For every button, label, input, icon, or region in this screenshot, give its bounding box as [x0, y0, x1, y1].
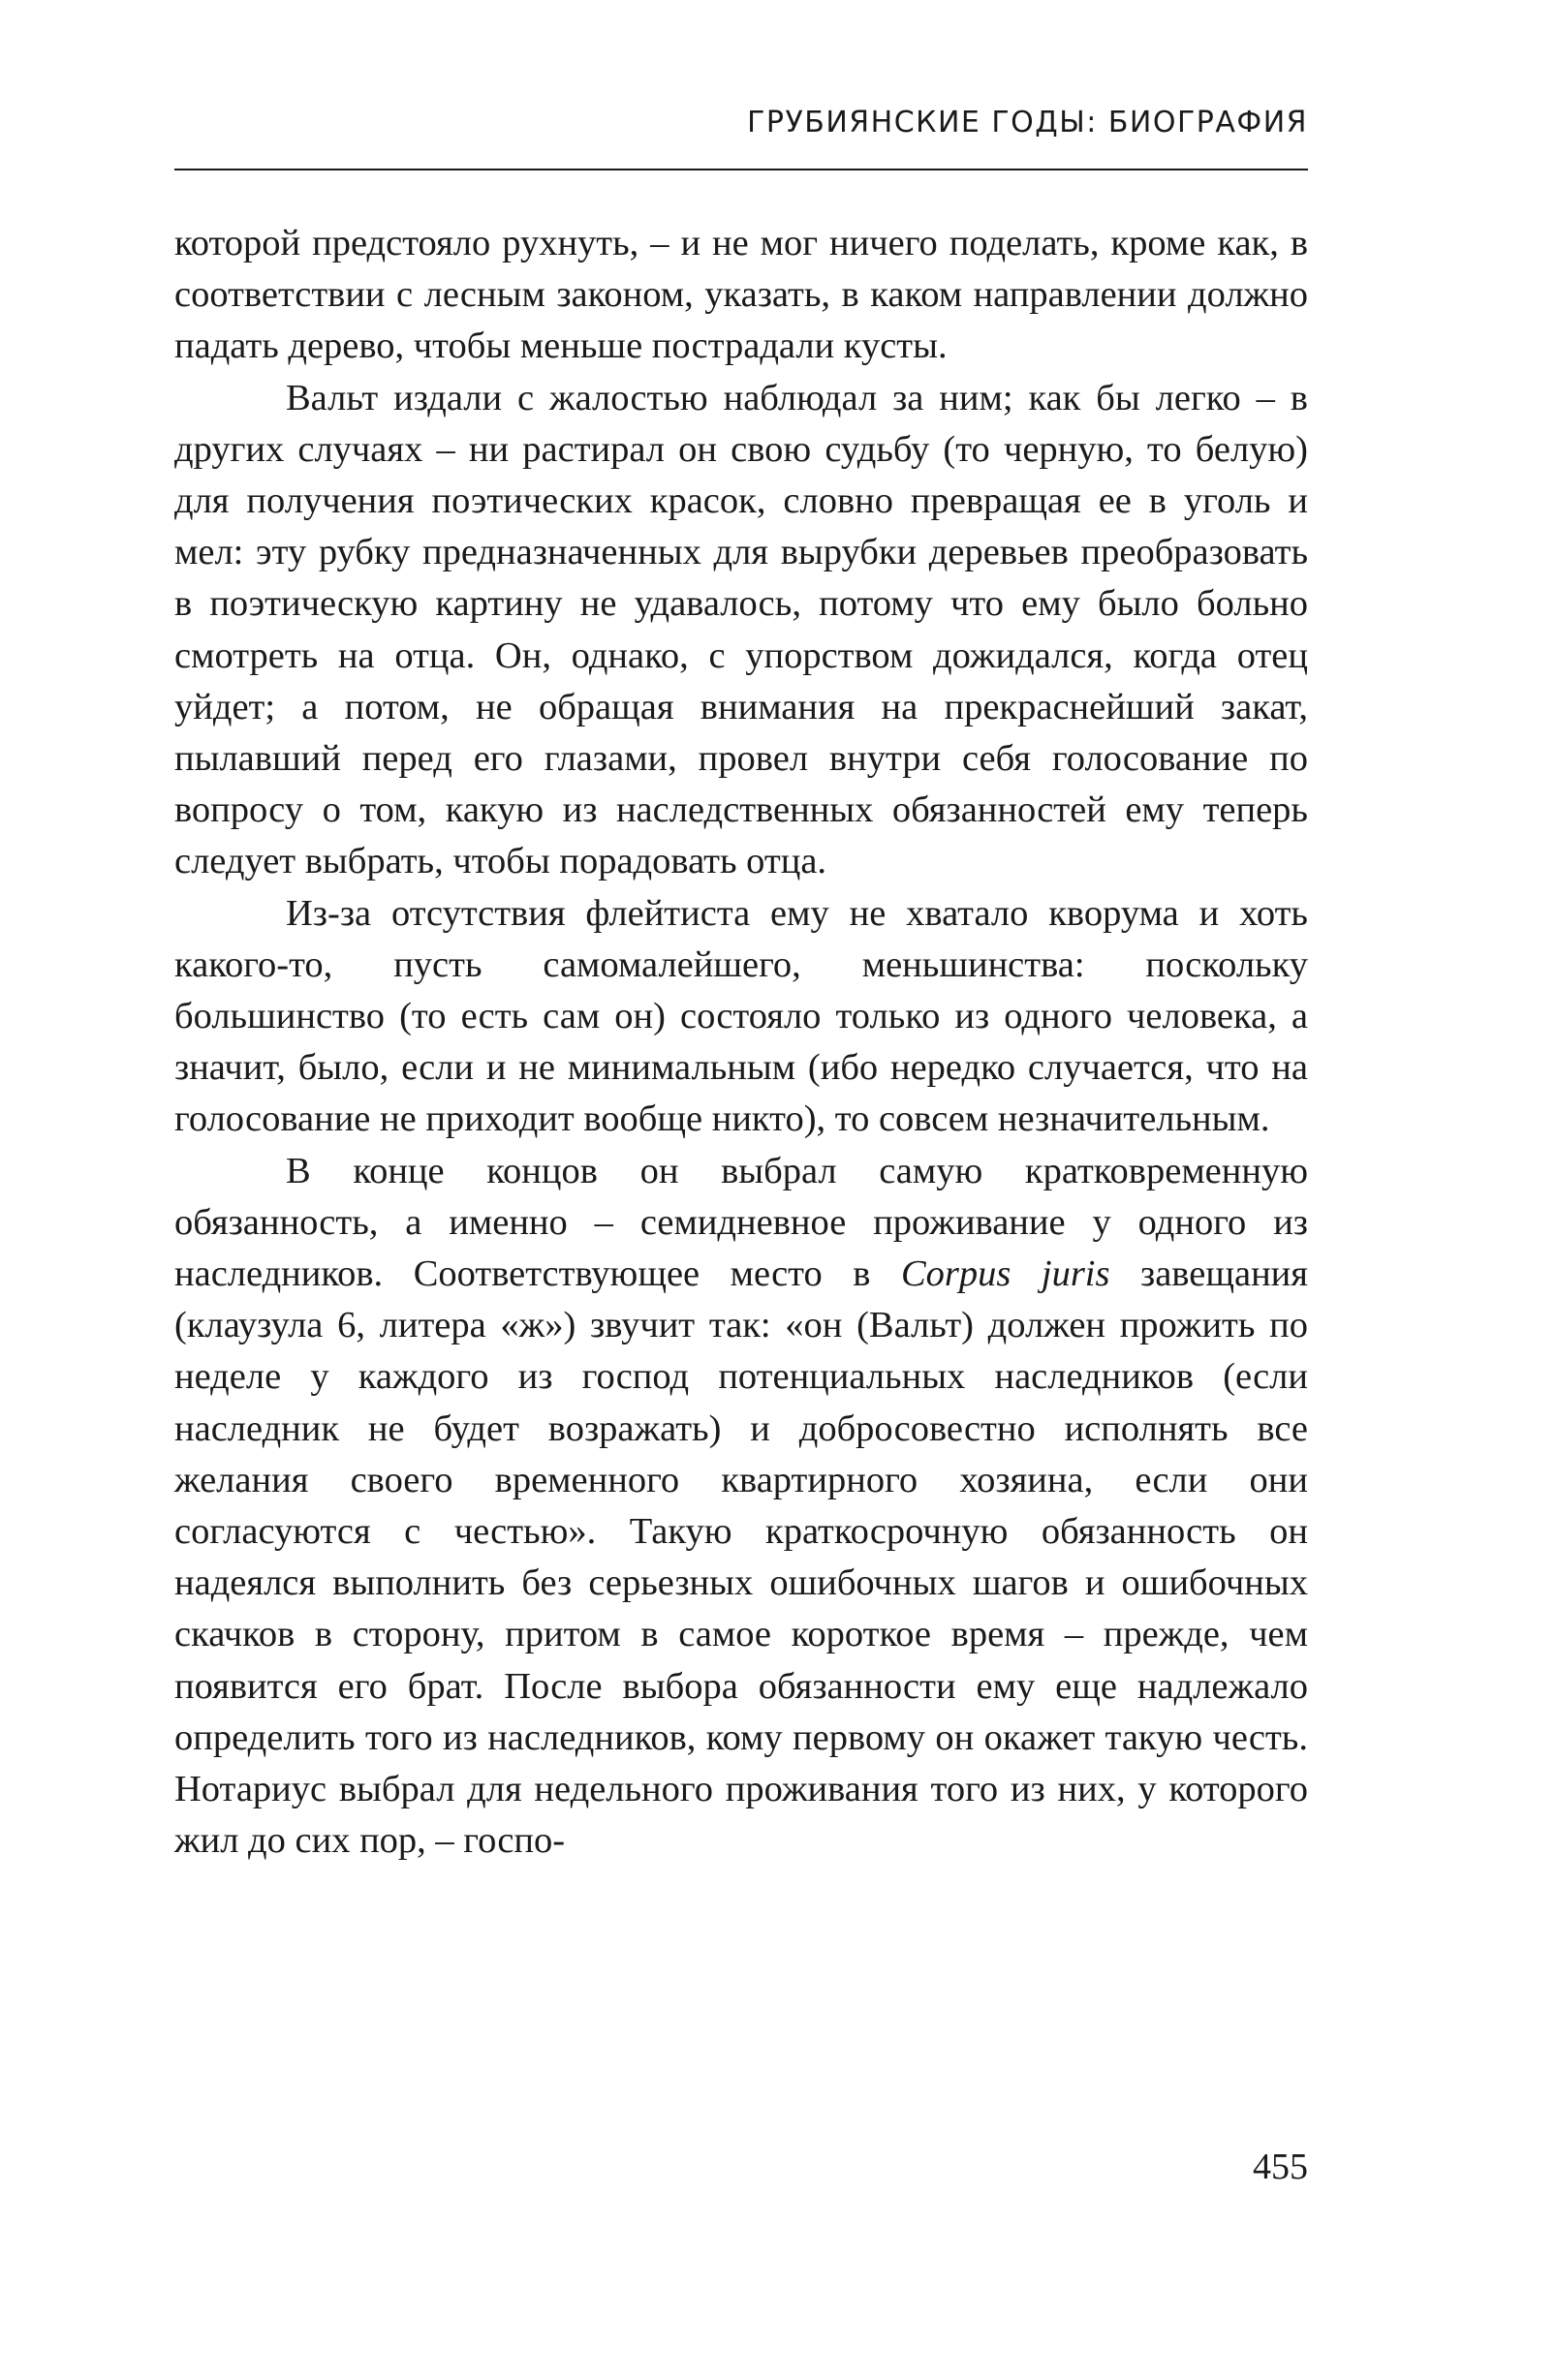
paragraph: [174, 1146, 1308, 1868]
paragraph-continued: которой предстояло рухнуть, – и не мог ничего поделать, кроме как, в соответствии с лесным законом, указать, в каком направлении должно падать дерево, чтобы меньше пострадали кусты.: [174, 223, 1308, 367]
paragraph-text: завещания (клаузула 6, литера «ж») звучит так: «он (Вальт) должен прожить по неделе у каждого из господ потенциальных наследников (если наследник не будет возражать) и добросовестно исполнять все желания своего временного квартирного хозяина, если они согласуются с честью». Такую краткосрочную обязанность он надеялся выполнить без серьезных ошибочных шагов и ошибочных скачков в сторону, притом в самое короткое время – прежде, чем появится его брат. После выбора обязанности ему еще надлежало определить того из наследников, кому первому он окажет такую честь. Нотариус выбрал для недельного проживания того из них, у которого жил до сих пор, – госпо-: [174, 1253, 1308, 1862]
header-rule: [174, 169, 1308, 170]
page-number: 455: [1253, 2147, 1308, 2187]
running-head: ГРУБИЯНСКИЕ ГОДЫ: БИОГРАФИЯ: [747, 106, 1308, 139]
paragraph: Из-за отсутствия флейтиста ему не хватало кворума и хоть какого-то, пусть самомалейшего, меньшинства: поскольку большинство (то есть сам он) состояло только из одного человека, а значит, было, если и не минимальным (ибо нередко случается, что на голосование не приходит вообще никто), то совсем незначительным.: [174, 892, 1308, 1140]
paragraph-text: В конце концов он выбрал самую кратковременную обязанность, а именно – семидневное проживание у одного из наследников. Соответствующее место в: [174, 1150, 1308, 1295]
paragraph: Вальт издали с жалостью наблюдал за ним; как бы легко – в других случаях – ни растирал он свою судьбу (то черную, то белую) для получения поэтических красок, словно превращая ее в уголь и мел: эту рубку предназначенных для вырубки деревьев преобразовать в поэтическую картину не удавалось, потому что ему было больно смотреть на отца. Он, однако, с упорством дожидался, когда отец уйдет; а потом, не обращая внимания на прекраснейший закат, пылавший перед его глазами, провел внутри себя голосование по вопросу о том, какую из наследственных обязанностей ему теперь следует выбрать, чтобы порадовать отца.: [174, 377, 1308, 882]
italic-title: Corpus juris: [900, 1253, 1110, 1295]
body-text: [174, 218, 1308, 1868]
